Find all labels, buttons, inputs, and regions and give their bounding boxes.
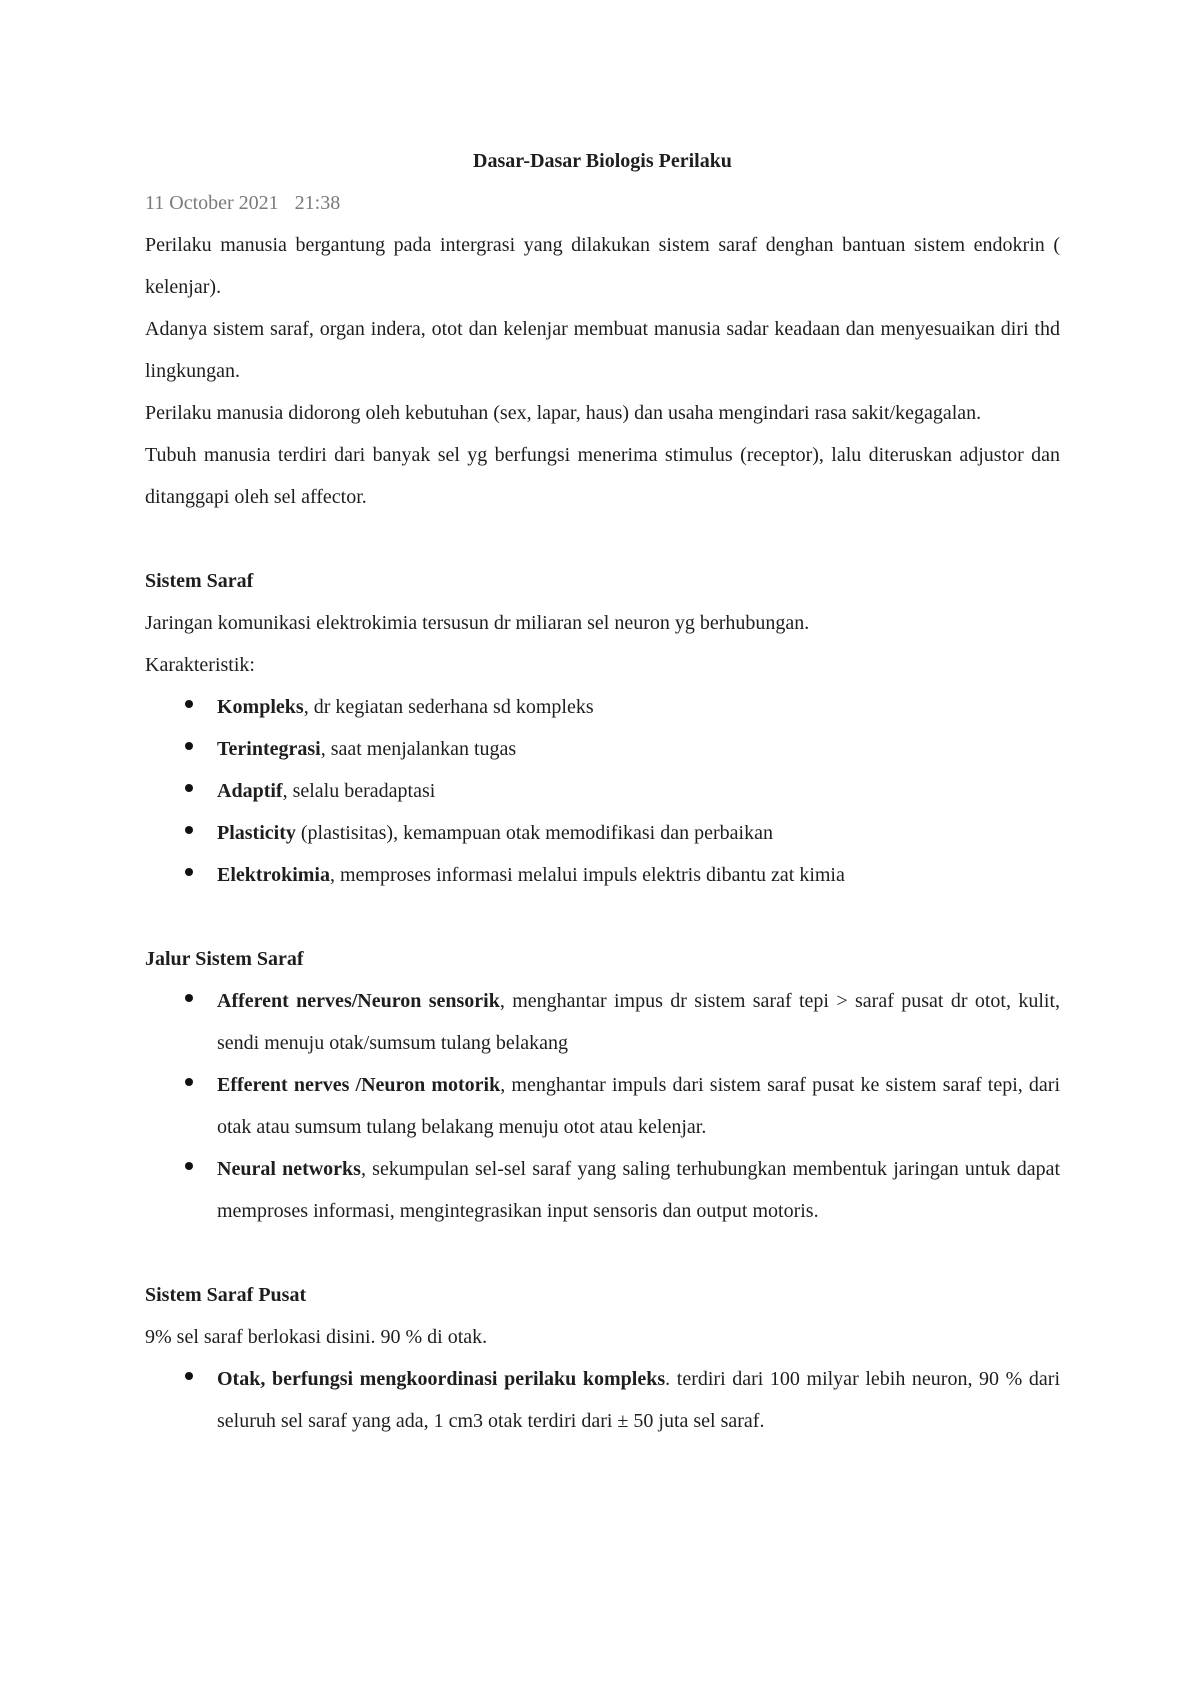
bullet-icon	[185, 700, 193, 708]
intro-paragraph: Perilaku manusia didorong oleh kebutuhan (sex, lapar, haus) dan usaha mengindari rasa sakit/kegagalan.	[145, 402, 982, 424]
list-item	[145, 854, 1060, 896]
item-text: , selalu beradaptasi	[282, 780, 436, 802]
item-text: (plastisitas), kemampuan otak memodifikasi dan perbaikan	[295, 822, 773, 844]
section-description: Jaringan komunikasi elektrokimia tersusun dr miliaran sel neuron yg berhubungan.	[145, 612, 810, 634]
item-text: . terdiri dari 100 milyar lebih neuron, 90 % dari seluruh sel saraf yang ada, 1 cm3 otak terdiri dari ± 50 juta sel saraf.	[217, 1368, 1061, 1432]
item-text: , menghantar impus dr sistem saraf tepi > saraf pusat dr otot, kulit, sendi menuju otak/sumsum tulang belakang	[217, 990, 1060, 1054]
item-term: Plasticity	[217, 822, 296, 844]
intro-paragraph: Adanya sistem saraf, organ indera, otot dan kelenjar membuat manusia sadar keadaan dan menyesuaikan diri thd lingkungan.	[145, 318, 1060, 382]
item-term: Terintegrasi	[217, 738, 321, 760]
item-term: Adaptif	[217, 780, 283, 802]
item-term: Otak, berfungsi mengkoordinasi perilaku kompleks	[217, 1368, 666, 1390]
list-item	[145, 1358, 1060, 1442]
bullet-icon	[185, 826, 193, 834]
intro-paragraph: Tubuh manusia terdiri dari banyak sel yg berfungsi menerima stimulus (receptor), lalu diteruskan adjustor dan ditanggapi oleh sel affector.	[145, 444, 1060, 508]
list-item	[145, 686, 1060, 728]
bullet-icon	[185, 1078, 193, 1086]
pusat-list	[145, 1358, 1060, 1442]
jalur-list	[145, 980, 1060, 1232]
bullet-icon	[185, 994, 193, 1002]
item-text: , menghantar impuls dari sistem saraf pusat ke sistem saraf tepi, dari otak atau sumsum tulang belakang menuju otot atau kelenjar.	[217, 1074, 1060, 1138]
item-text: , sekumpulan sel-sel saraf yang saling terhubungkan membentuk jaringan untuk dapat memproses informasi, mengintegrasikan input sensoris dan output motoris.	[217, 1158, 1060, 1222]
section-heading-sistem-saraf: Sistem Saraf	[145, 570, 254, 592]
section-description: 9% sel saraf berlokasi disini. 90 % di otak.	[145, 1326, 488, 1348]
list-item	[145, 770, 1060, 812]
spacer	[145, 518, 1060, 560]
list-item	[145, 1148, 1060, 1232]
timestamp	[145, 182, 1060, 224]
item-text: , memproses informasi melalui impuls elektris dibantu zat kimia	[329, 864, 845, 886]
document-page	[145, 140, 1060, 1442]
bullet-icon	[185, 868, 193, 876]
item-term: Kompleks	[217, 696, 304, 718]
section-heading-pusat: Sistem Saraf Pusat	[145, 1284, 307, 1306]
bullet-icon	[185, 742, 193, 750]
item-text: , saat menjalankan tugas	[320, 738, 517, 760]
item-term: Afferent nerves/Neuron sensorik	[217, 990, 500, 1012]
spacer	[145, 896, 1060, 938]
list-item	[145, 728, 1060, 770]
item-term: Efferent nerves /Neuron motorik	[217, 1074, 501, 1096]
intro-paragraph: Perilaku manusia bergantung pada intergrasi yang dilakukan sistem saraf denghan bantuan sistem endokrin ( kelenjar).	[145, 234, 1060, 298]
list-item	[145, 1064, 1060, 1148]
list-item	[145, 812, 1060, 854]
document-title: Dasar-Dasar Biologis Perilaku	[473, 150, 732, 172]
characteristics-label: Karakteristik:	[145, 654, 255, 676]
section-heading-jalur: Jalur Sistem Saraf	[145, 948, 304, 970]
date-text: 11 October 2021	[145, 192, 279, 214]
characteristics-list	[145, 686, 1060, 896]
item-term: Neural networks	[217, 1158, 361, 1180]
bullet-icon	[185, 1372, 193, 1380]
item-term: Elektrokimia	[217, 864, 330, 886]
time-text: 21:38	[294, 192, 341, 214]
bullet-icon	[185, 1162, 193, 1170]
bullet-icon	[185, 784, 193, 792]
spacer	[145, 1232, 1060, 1274]
list-item	[145, 980, 1060, 1064]
item-text: , dr kegiatan sederhana sd kompleks	[303, 696, 594, 718]
